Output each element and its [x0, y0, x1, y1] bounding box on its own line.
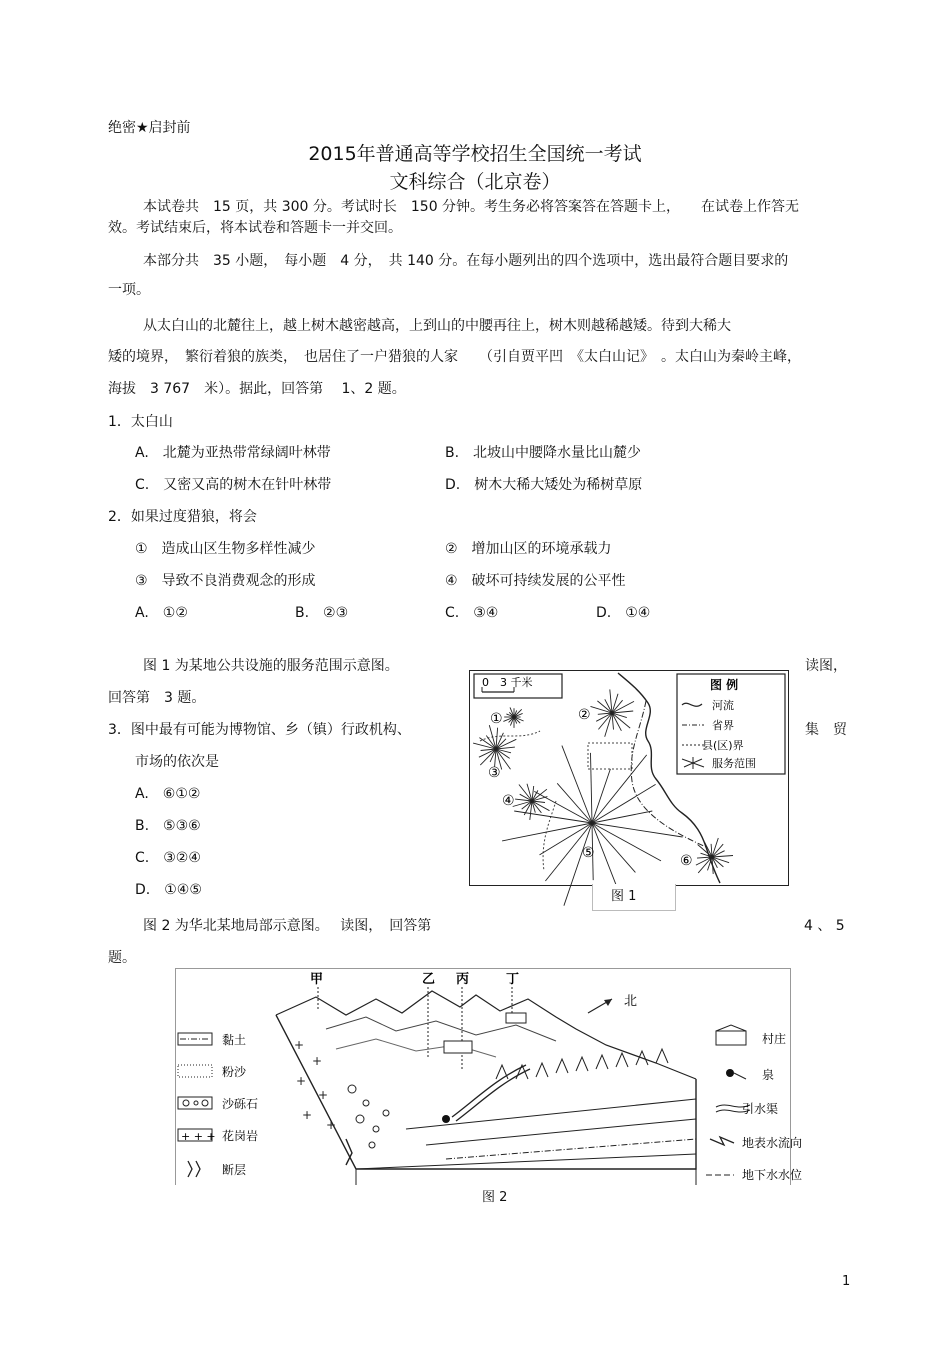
svg-text:+: + [318, 1088, 329, 1102]
q3-option-c: C. ③②④ [135, 850, 201, 866]
fig1-intro-b: 读图， [805, 658, 847, 674]
legend-surface-flow: 地表水流向 [742, 1136, 803, 1150]
service-ray [592, 755, 647, 823]
q2-item-3: ③ 导致不良消费观念的形成 [135, 573, 316, 589]
marker-3: ③ [488, 765, 501, 781]
label-ding: 丁 [506, 972, 520, 987]
service-ray [592, 769, 610, 823]
intro-line-2: 效。考试结束后，将本试卷和答题卡一并交回。 [108, 220, 402, 236]
passage-line-2: 矮的境界， 繁衍着狼的族类， 也居住了一户猎狼的人家 （引自贾平凹 《太白山记》 。太白山为秦岭主峰， [108, 349, 801, 365]
legend-spring: 泉 [762, 1068, 775, 1082]
fig2-intro-c: 题。 [108, 950, 136, 966]
label-yi: 乙 [422, 972, 436, 987]
passage-line-3: 海拔 3 767 米）。据此，回答第 1、2 题。 [108, 381, 406, 397]
fig2-intro-a: 图 2 为华北某地局部示意图。 读图， 回答第 [143, 918, 432, 934]
marker-4: ④ [502, 793, 515, 809]
page-number: 1 [842, 1274, 851, 1289]
legend-canal: 引水渠 [742, 1102, 779, 1116]
svg-text:+: + [294, 1038, 305, 1052]
q1-option-a: A. 北麓为亚热带常绿阔叶林带 [135, 445, 331, 461]
service-ray [557, 783, 592, 823]
service-ray [564, 823, 592, 906]
fig1-caption: 图 1 [611, 889, 637, 904]
q2-item-4: ④ 破坏可持续发展的公平性 [445, 573, 626, 589]
service-ray [562, 746, 592, 823]
legend-gravel: 沙砾石 [222, 1097, 259, 1111]
north-label: 北 [624, 994, 638, 1009]
intro-line-1: 本试卷共 15 页，共 300 分。考试时长 150 分钟。考生务必将答案答在答题卡上， 在试卷上作答无 [143, 199, 800, 215]
legend-river: 河流 [712, 699, 734, 712]
q1-stem: 1．太白山 [108, 414, 173, 430]
svg-text:+: + [312, 1054, 323, 1068]
q2-option-d: D. ①④ [596, 605, 651, 621]
legend-province: 省界 [712, 719, 734, 732]
figure-1-map [469, 670, 789, 886]
legend-silt: 粉沙 [222, 1065, 247, 1079]
service-ray [592, 823, 617, 888]
fig1-caption-box [592, 884, 676, 911]
secret-label: 绝密★启封前 [108, 120, 191, 136]
marker-6: ⑥ [680, 853, 693, 869]
service-ray [502, 823, 592, 841]
legend-county: 县(区)界 [702, 739, 744, 752]
q1-option-d: D. 树木大稀大矮处为稀树草原 [445, 477, 643, 493]
legend-clay: 黏土 [222, 1033, 247, 1047]
service-ray [592, 784, 656, 823]
service-ray [480, 749, 496, 765]
svg-text:+: + [296, 1074, 307, 1088]
q3-stem-b: 集 贸 [805, 722, 847, 738]
q2-option-a: A. ①② [135, 605, 188, 621]
exam-title: 2015年普通高等学校招生全国统一考试 [308, 143, 642, 165]
fig2-caption: 图 2 [482, 1190, 508, 1205]
q2-option-b: B. ②③ [295, 605, 349, 621]
q2-option-c: C. ③④ [445, 605, 499, 621]
label-jia: 甲 [310, 972, 324, 987]
q1-option-b: B. 北坡山中腰降水量比山麓少 [445, 445, 642, 461]
q1-option-c: C. 又密又高的树木在针叶林带 [135, 477, 332, 493]
svg-text:+ + +: + + + [181, 1130, 216, 1143]
fig2-intro-b: 4 、 5 [804, 918, 845, 934]
service-ray [591, 753, 593, 823]
fig1-intro-c: 回答第 3 题。 [108, 690, 206, 706]
q2-item-2: ② 增加山区的环境承载力 [445, 541, 612, 557]
legend-water-table: 地下水水位 [742, 1168, 803, 1182]
q3-option-a: A. ⑥①② [135, 786, 201, 802]
service-ray [598, 713, 612, 729]
passage-line-1: 从太白山的北麓往上，越上树木越密越高，上到山的中腰再往上，树木则越稀越矮。待到大稀大 [143, 318, 731, 334]
legend-granite: 花岗岩 [222, 1129, 259, 1143]
fig1-scale-label: 0 3 千米 [482, 676, 533, 689]
legend-village: 村庄 [762, 1032, 787, 1046]
legend-fault: 断层 [222, 1163, 247, 1177]
q3-stem-c: 市场的依次是 [135, 754, 219, 770]
q3-option-d: D. ①④⑤ [135, 882, 202, 898]
q3-stem-a: 3．图中最有可能为博物馆、乡（镇）行政机构、 [108, 722, 411, 738]
service-ray [612, 713, 630, 728]
figure-2-block-diagram [175, 968, 803, 1185]
legend-service: 服务范围 [712, 757, 756, 770]
service-ray [698, 845, 712, 858]
svg-text:+: + [326, 1118, 337, 1132]
svg-text:+: + [302, 1108, 313, 1122]
label-bing: 丙 [456, 972, 470, 987]
service-ray [698, 857, 712, 873]
marker-1: ① [490, 711, 503, 727]
q3-option-b: B. ⑤③⑥ [135, 818, 201, 834]
intro-line-3: 本部分共 35 小题， 每小题 4 分， 共 140 分。在每小题列出的四个选项中，选出最符合题目要求的 [143, 253, 789, 269]
q2-stem: 2．如果过度猎狼，将会 [108, 509, 257, 525]
exam-subtitle: 文科综合（北京卷） [389, 171, 561, 193]
service-ray [592, 823, 635, 872]
marker-5: ⑤ [582, 845, 595, 861]
q2-item-1: ① 造成山区生物多样性减少 [135, 541, 316, 557]
marker-2: ② [578, 707, 591, 723]
intro-line-4: 一项。 [108, 282, 150, 298]
fig1-legend-title: 图 例 [710, 678, 739, 692]
service-ray [496, 739, 506, 749]
fig1-intro-a: 图 1 为某地公共设施的服务范围示意图。 [143, 658, 399, 674]
